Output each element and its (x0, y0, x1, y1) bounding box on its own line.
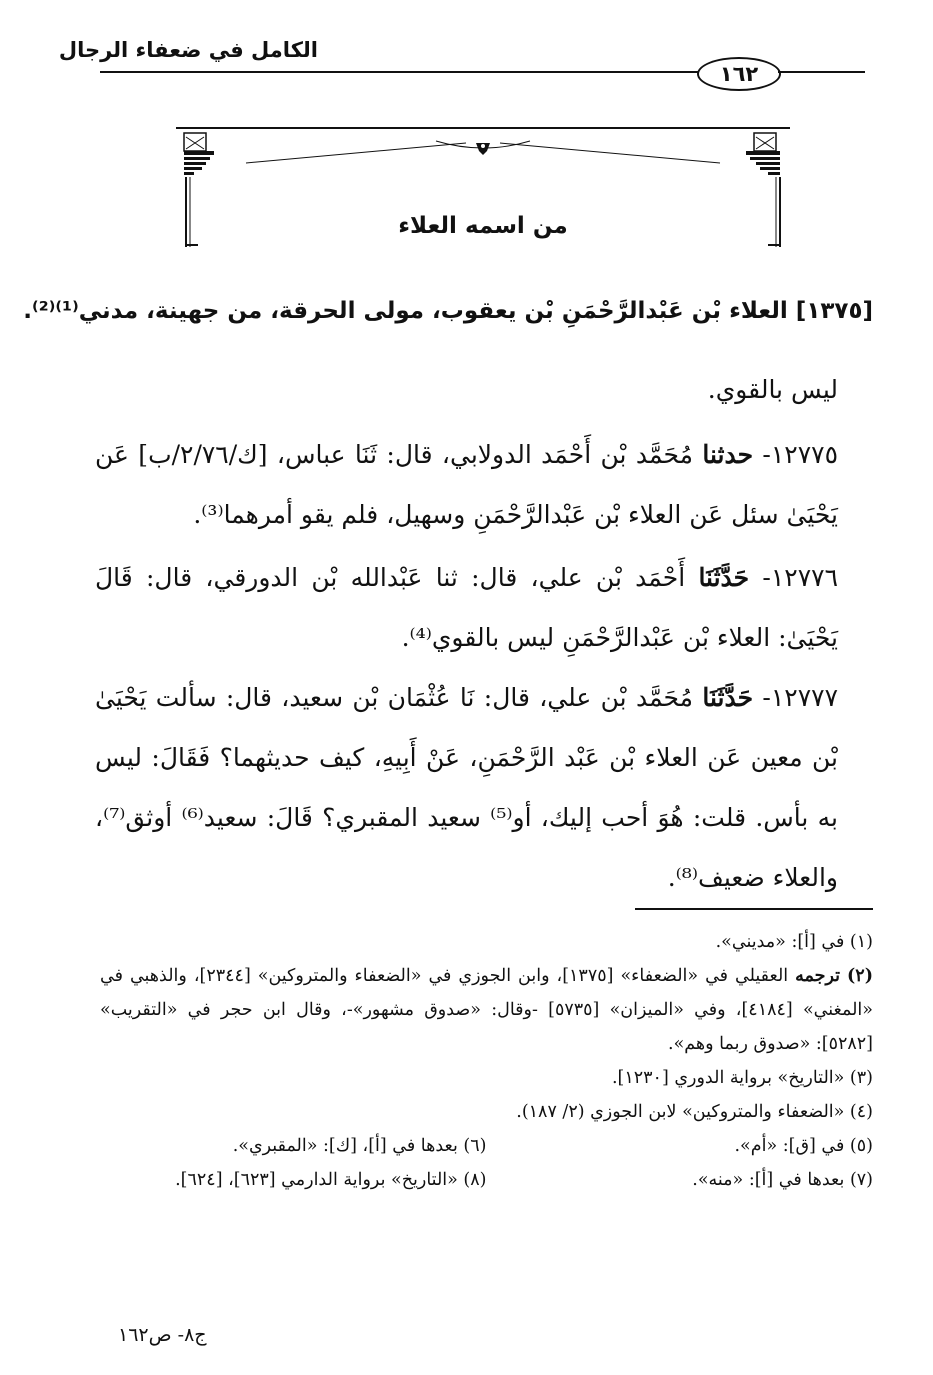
narration-paragraph (95, 548, 838, 668)
footnote-4: (٤) «الضعفاء والمتروكين» لابن الجوزي (٢/ ١٨٧). (516, 1102, 873, 1122)
footnote-5: (٥) في [ق]: «أم». (734, 1136, 873, 1156)
header-rule-right (778, 71, 865, 73)
narration-number: ١٢٧٧٦- (762, 563, 839, 592)
running-title: الكامل في ضعفاء الرجال (58, 38, 318, 62)
narration-lead: حَدَّثَنَا (698, 563, 750, 592)
footnote-6: (٦) بعدها في [أ]، [ك]: «المقبري». (232, 1136, 487, 1156)
narration-paragraph (95, 425, 838, 545)
narration-text: مُحَمَّد بْن علي، قال: نَا عُثْمَان بْن سعيد، قال: سألت يَحْيَىٰ بْن معين عَن العلاء بْن عَبْد الرَّحْمَنِ، عَنْ أَبِيهِ، كيف حديثهما؟ فَقَالَ: ليس به بأس. قلت: هُوَ أحب إليك، أو⁽⁵⁾ سعيد المقبري؟ قَالَ: سعيد⁽⁶⁾ أوثق⁽⁷⁾، والعلاء ضعيف⁽⁸⁾. (95, 683, 838, 892)
chapter-title: من اسمه العلاء (398, 213, 568, 239)
page-marker: ج٨- ص١٦٢ (118, 1324, 207, 1346)
narration-number: ١٢٧٧٧- (762, 683, 839, 712)
footnote-2 (100, 959, 873, 1061)
center-emblem-icon (476, 143, 490, 155)
narration-number: ١٢٧٧٥- (762, 440, 839, 469)
footnote-3: (٣) «التاريخ» برواية الدوري [١٢٣٠]. (611, 1068, 873, 1088)
footnote-2-text: العقيلي في «الضعفاء» [١٣٧٥]، وابن الجوزي في «الضعفاء والمتروكين» [٢٣٤٤]، والذهبي في «المغني» [٤١٨٤]، وفي «الميزان» [٥٧٣٥] -وقال: «صدوق مشهور»-، وقال ابن حجر في «التقريب» [٥٢٨٢]: «صدوق ربما وهم». (100, 966, 873, 1054)
page-number-badge: ١٦٢ (697, 57, 781, 91)
footnote-2-lead: ترجمه (795, 966, 841, 986)
entry-heading: [١٣٧٥] العلاء بْن عَبْدالرَّحْمَنِ بْن يعقوب، مولى الحرقة، من جهينة، مدني⁽¹⁾⁽²⁾. (23, 298, 873, 324)
narration-lead: حدثنا (702, 440, 754, 469)
footnote-row-7-8 (100, 1163, 873, 1197)
entry-remark: ليس بالقوي. (707, 375, 838, 404)
narration-lead: حَدَّثَنَا (702, 683, 754, 712)
footnote-1: (١) في [أ]: «مديني». (715, 932, 873, 952)
footnotes (100, 925, 873, 1197)
narration-text: أَحْمَد بْن علي، قال: ثنا عَبْدالله بْن الدورقي، قال: قَالَ يَحْيَىٰ: العلاء بْن عَبْدالرَّحْمَنِ ليس بالقوي⁽⁴⁾. (95, 563, 838, 652)
footnote-8: (٨) «التاريخ» برواية الدارمي [٦٢٣]، [٦٢٤]. (175, 1170, 487, 1190)
narration-paragraph (95, 668, 838, 908)
footnote-7: (٧) بعدها في [أ]: «منه». (692, 1170, 873, 1190)
narration-text: مُحَمَّد بْن أَحْمَد الدولابي، قال: ثَنَا عباس، [ك/٢/٧٦/ب] عَن يَحْيَىٰ سئل عَن العلاء بْن عَبْدالرَّحْمَنِ وسهيل، فلم يقو أمرهما⁽³⁾. (95, 440, 838, 529)
header-rule-left (100, 71, 698, 73)
footnote-separator (635, 908, 873, 910)
footnote-row-5-6 (100, 1129, 873, 1163)
footnote-2-number: (٢) (847, 966, 873, 986)
